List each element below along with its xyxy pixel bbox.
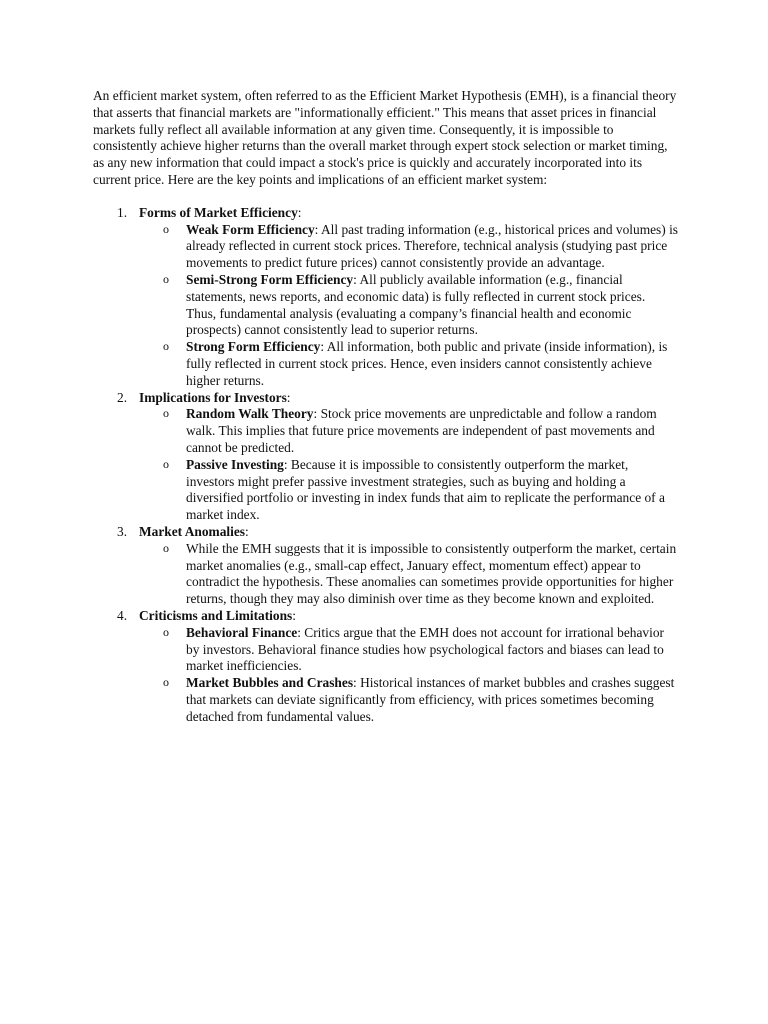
- item-text: While the EMH suggests that it is impossible to consistently outperform the market, certain market anomalies (e.g., small-cap effect, January effect, momentum effect) appear to contradict the hypothesis. These anomalies can sometimes provide opportunities for higher returns, though they may also diminish over time as they become known and exploited.: [186, 540, 677, 607]
- item-term: Random Walk Theory: [186, 406, 314, 422]
- item-term: Behavioral Finance: [186, 624, 298, 640]
- section-item: [93, 390, 678, 524]
- item-text: : All information, both public and private (inside information), is fully reflected in current stock prices. Hence, even insiders cannot consistently achieve higher returns.: [186, 339, 668, 388]
- item-term: Passive Investing: [186, 456, 284, 472]
- circle-bullet-icon: o: [163, 271, 169, 286]
- list-item: [139, 457, 678, 524]
- section-colon: :: [286, 389, 291, 405]
- list-item: [139, 541, 678, 608]
- list-item: [139, 339, 678, 389]
- sub-list: [139, 625, 678, 726]
- sub-list: [139, 541, 678, 608]
- section-item: [93, 608, 678, 726]
- section-heading: [139, 205, 678, 222]
- section-number: 1.: [117, 204, 128, 220]
- section-number: 3.: [117, 523, 128, 539]
- section-title: Market Anomalies: [139, 523, 245, 539]
- item-text: : All past trading information (e.g., historical prices and volumes) is already reflected in current stock prices. Therefore, technical analysis (studying past price movements to predict future prices) cannot consistently provide an advantage.: [186, 221, 679, 271]
- sub-list: [139, 222, 678, 390]
- list-item: [139, 406, 678, 456]
- list-item: [139, 272, 678, 339]
- section-heading: [139, 390, 678, 407]
- section-heading: [139, 524, 678, 541]
- item-text: : Critics argue that the EMH does not account for irrational behavior by investors. Behavioral finance studies how psychological factors and biases can lead to market inefficiencies.: [186, 624, 664, 674]
- section-colon: :: [297, 204, 302, 220]
- section-heading: [139, 608, 678, 625]
- circle-bullet-icon: o: [163, 540, 169, 555]
- item-term: Strong Form Efficiency: [186, 339, 321, 355]
- section-title: Forms of Market Efficiency: [139, 204, 298, 220]
- circle-bullet-icon: o: [163, 456, 169, 471]
- item-text: : Historical instances of market bubbles and crashes suggest that markets can deviate significantly from efficiency, with prices sometimes becoming detached from fundamental values.: [186, 675, 675, 724]
- section-colon: :: [292, 607, 296, 623]
- sections-list: [93, 205, 678, 726]
- item-term: Weak Form Efficiency: [186, 221, 315, 237]
- circle-bullet-icon: o: [163, 339, 169, 354]
- document-page: [93, 88, 678, 725]
- section-number: 2.: [117, 389, 128, 405]
- section-title: Criticisms and Limitations: [139, 607, 293, 623]
- circle-bullet-icon: o: [163, 624, 169, 639]
- section-colon: :: [245, 523, 249, 539]
- circle-bullet-icon: o: [163, 675, 169, 690]
- item-term: Market Bubbles and Crashes: [186, 675, 354, 691]
- section-title: Implications for Investors: [139, 389, 287, 405]
- intro-paragraph: An efficient market system, often referred to as the Efficient Market Hypothesis (EMH), is a financial theory that asserts that financial markets are "informationally efficient." This means that asset prices in financial markets fully reflect all available information at any given time. Consequently, it is impossible to consistently achieve higher returns than the overall market through expert stock selection or market timing, as any new information that could impact a stock's price is quickly and accurately incorporated into its current price. Here are the key points and implications of an efficient market system:: [93, 88, 677, 187]
- sub-list: [139, 406, 678, 524]
- list-item: [139, 222, 678, 272]
- item-text: : Stock price movements are unpredictable and follow a random walk. This implies that future price movements are independent of past movements and cannot be predicted.: [186, 406, 657, 455]
- section-number: 4.: [117, 607, 128, 623]
- circle-bullet-icon: o: [163, 221, 169, 236]
- item-text: : Because it is impossible to consistently outperform the market, investors might prefer passive investment strategies, such as buying and holding a diversified portfolio or investing in index funds that aim to replicate the performance of a market index.: [186, 456, 665, 523]
- section-item: [93, 524, 678, 608]
- section-item: [93, 205, 678, 390]
- item-text: : All publicly available information (e.g., financial statements, news reports, and economic data) is fully reflected in current stock prices. Thus, fundamental analysis (evaluating a company’s financial health and economic prospects) cannot consistently lead to superior returns.: [186, 271, 646, 338]
- list-item: [139, 675, 678, 725]
- item-term: Semi-Strong Form Efficiency: [186, 271, 354, 287]
- circle-bullet-icon: o: [163, 406, 169, 421]
- list-item: [139, 625, 678, 675]
